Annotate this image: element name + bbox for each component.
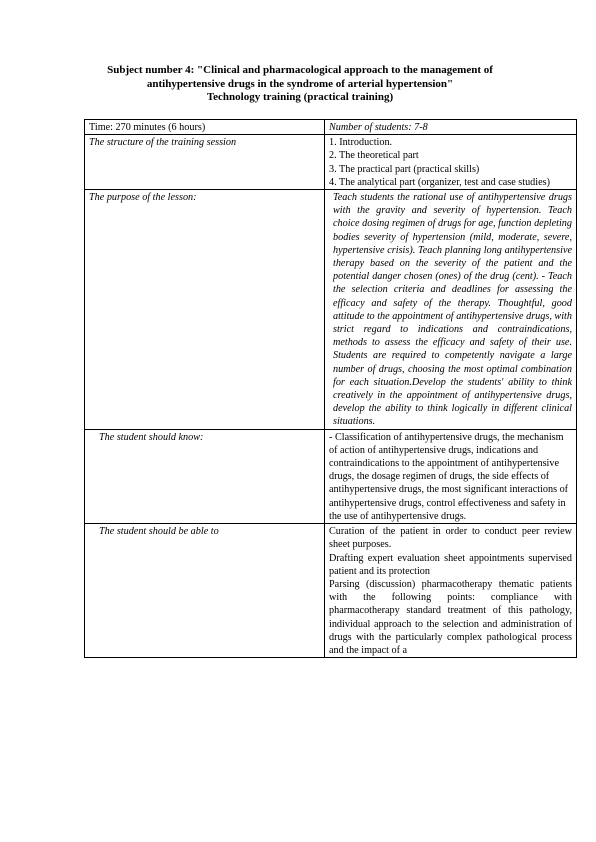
table-row xyxy=(85,429,577,523)
title-line-3: Technology training (practical training) xyxy=(206,91,394,103)
list-item: Parsing (discussion) pharmacotherapy thematic patients with the following points: compliance with pharmacotherapy standard treatment of this pathology, individual approach to the selection and administration of drugs with the particularly complex pathological process and the impact of a xyxy=(329,578,572,656)
list-item: 4. The analytical part (organizer, test and case studies) xyxy=(329,176,550,188)
able-list xyxy=(325,524,577,658)
document-title xyxy=(60,64,540,105)
table-row xyxy=(85,190,577,430)
structure-list xyxy=(325,135,577,190)
title-line-2: antihypertensive drugs in the syndrome of arterial hypertension" xyxy=(146,77,454,90)
table-row xyxy=(85,120,577,135)
title-line-1: Subject number 4: "Clinical and pharmacological approach to the management of xyxy=(107,64,493,76)
purpose-label: The purpose of the lesson: xyxy=(85,190,325,430)
able-label: The student should be able to xyxy=(85,524,325,658)
students-cell: Number of students: 7-8 xyxy=(325,120,577,135)
purpose-text: Teach students the rational use of antihypertensive drugs with the gravity and severity of hypertension. Teach choice dosing regimen of drugs for age, function depleting bodies severity of hypertension (mild, moderate, severe, hypertensive crisis). Teach planning long antihypertensive therapy based on the severity of the patient and the potential danger chosen (ones) of the drug (cent). - Teach the selection criteria and deadlines for assessing the efficacy and safety of the therapy. Thoughtful, good attitude to the appointment of antihypertensive drugs, with strict regard to indications and contraindications, methods to assess the efficacy and safety of their use. Students are required to competently navigate a large number of drugs, choosing the most optimal combination for each situation.Develop the students' ability to think creatively in the appointment of antihypertensive drugs, develop the ability to think logically in different clinical situations. xyxy=(325,190,577,430)
structure-label: The structure of the training session xyxy=(85,135,325,190)
know-text: - Classification of antihypertensive drugs, the mechanism of action of antihypertensive drugs, indications and contraindications to the appointment of antihypertensive drugs, the dosage regimen of drugs, the side effects of antihypertensive drugs, the most significant interactions of antihypertensive drugs, control effectiveness and safety in the use of antihypertensive drugs. xyxy=(325,429,577,523)
list-item: Curation of the patient in order to conduct peer review sheet purposes. xyxy=(329,526,572,551)
know-label: The student should know: xyxy=(85,429,325,523)
list-item: 3. The practical part (practical skills) xyxy=(329,163,480,175)
table-row xyxy=(85,524,577,658)
time-cell: Time: 270 minutes (6 hours) xyxy=(85,120,325,135)
table-row xyxy=(85,135,577,190)
list-item: 1. Introduction. xyxy=(329,137,393,149)
list-item: 2. The theoretical part xyxy=(329,150,419,162)
lesson-table xyxy=(84,119,577,658)
list-item: Drafting expert evaluation sheet appointments supervised patient and its protection xyxy=(329,552,572,577)
